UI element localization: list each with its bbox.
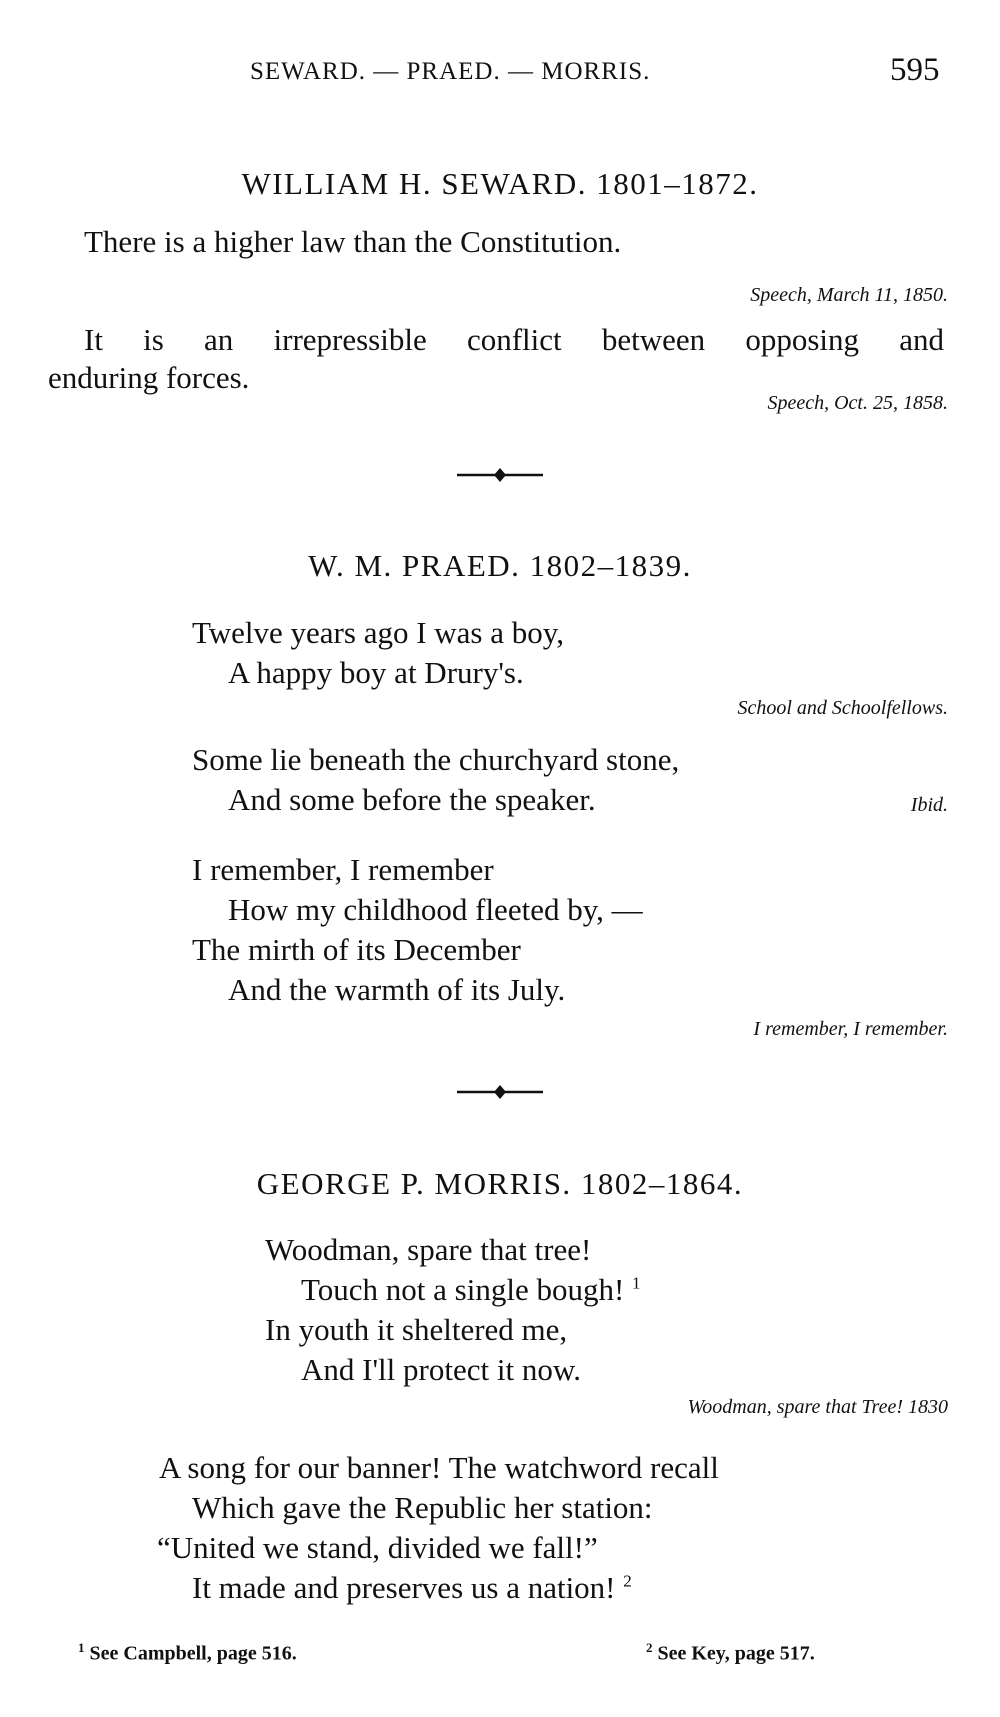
seward-quote-2-line-1: It is an irrepressible conflict between opposing and [84,322,944,357]
morris-stanza1-line-3: In youth it sheltered me, [265,1312,568,1347]
praed-stanza1-line-2: A happy boy at Drury's. [228,655,524,690]
section-ornament-1 [455,465,545,485]
footnote-2: $^2$ See Key, page 517. [646,1640,815,1665]
running-title: SEWARD. — PRAED. — MORRIS. [250,58,651,85]
seward-cite-1: Speech, March 11, 1850. [750,284,948,306]
morris-stanza1-line-2: Touch not a single bough! $^1$ [301,1272,641,1307]
praed-stanza3-line-3: The mirth of its December [192,932,521,967]
footnote-ref-2: 2 [623,1571,632,1591]
morris-stanza2-line-1: A song for our banner! The watchword recall [159,1450,719,1485]
praed-stanza3-line-4: And the warmth of its July. [228,972,566,1007]
praed-stanza3-line-2: How my childhood fleeted by, — [228,892,643,927]
praed-stanza1-line-1: Twelve years ago I was a boy, [192,615,564,650]
morris-stanza2-line-4: It made and preserves us a nation! $^2$ [192,1570,632,1605]
page-number: 595 [890,52,940,88]
seward-cite-2: Speech, Oct. 25, 1858. [767,392,948,414]
section-ornament-2 [455,1082,545,1102]
morris-stanza2-line-2: Which gave the Republic her station: [192,1490,653,1525]
praed-cite-2: Ibid. [910,794,948,816]
morris-cite-1: Woodman, spare that Tree! 1830 [687,1396,948,1418]
praed-stanza3-line-1: I remember, I remember [192,852,494,887]
seward-quote-1: There is a higher law than the Constitution. [84,224,622,259]
praed-cite-3: I remember, I remember. [753,1018,948,1040]
morris-heading: GEORGE P. MORRIS. 1802–1864. [256,1166,744,1201]
praed-stanza2-line-1: Some lie beneath the churchyard stone, [192,742,680,777]
running-header [0,52,1000,98]
praed-heading: W. M. PRAED. 1802–1839. [308,548,692,583]
footnote-ref-1: 1 [632,1273,641,1293]
morris-stanza1-line-1: Woodman, spare that tree! [265,1232,592,1267]
praed-cite-1: School and Schoolfellows. [737,697,948,719]
praed-stanza2-line-2: And some before the speaker. [228,782,596,817]
seward-heading: WILLIAM H. SEWARD. 1801–1872. [241,166,759,201]
morris-stanza2-line-3: “United we stand, divided we fall!” [157,1530,598,1565]
morris-stanza1-line-4: And I'll protect it now. [301,1352,581,1387]
seward-quote-2-line-2: enduring forces. [48,360,250,395]
footnote-1: $^1$ See Campbell, page 516. [78,1640,297,1665]
